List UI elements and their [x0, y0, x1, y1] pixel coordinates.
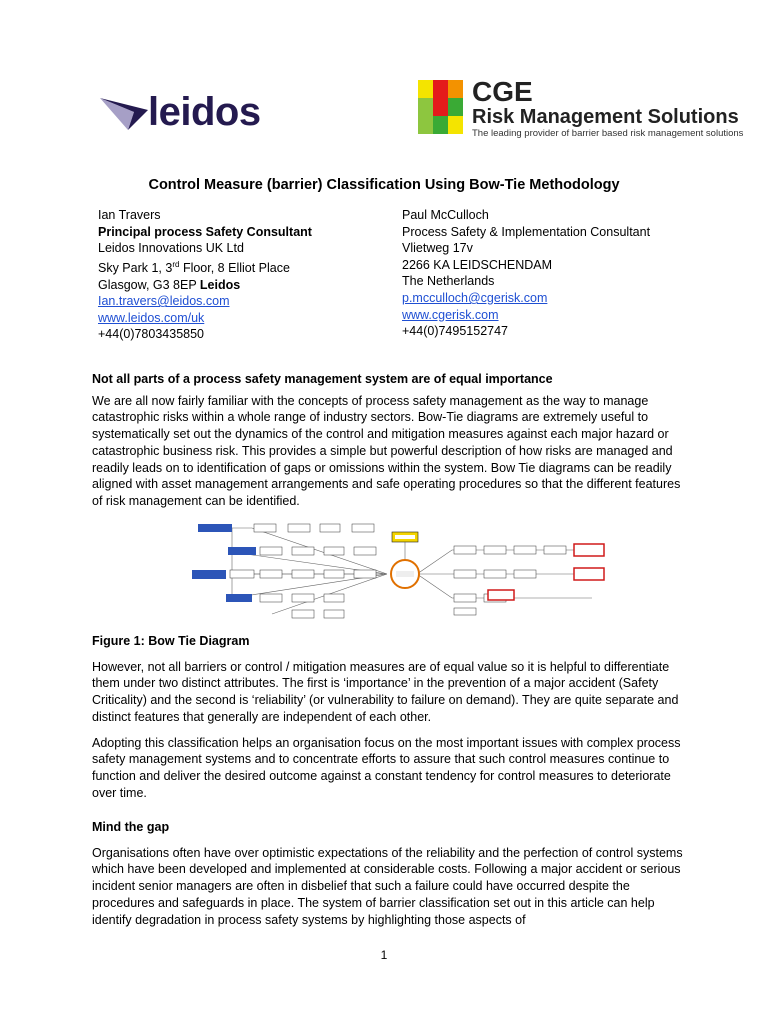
- contact-address1: Vlietweg 17v: [402, 241, 473, 256]
- leidos-wordmark: leidos: [148, 90, 261, 134]
- cge-grid-cell: [433, 80, 448, 98]
- email-link[interactable]: p.mcculloch@cgerisk.com: [402, 290, 548, 305]
- cge-grid-cell: [448, 80, 463, 98]
- paragraph: Organisations often have over optimistic expectations of the reliability and the perfection of control systems which have been developed and implemented at considerable costs. Following a major accident or serious incident senior managers are often in disbelief that such a failure could have occurred despite the procedures and safeguards in place. The system of barrier classification set out in this article can help identify degradation in process safety systems by highlighting those aspects of: [92, 845, 683, 927]
- figure-caption: Figure 1: Bow Tie Diagram: [92, 634, 250, 648]
- section-classification: [92, 633, 684, 801]
- section-mind-the-gap: [92, 819, 684, 928]
- cge-tagline: The leading provider of barrier based risk management solutions: [472, 128, 744, 139]
- cge-grid-cell: [433, 116, 448, 134]
- cge-subtitle: Risk Management Solutions: [472, 106, 739, 128]
- cge-grid-cell: [418, 116, 433, 134]
- web-link[interactable]: www.cgerisk.com: [402, 307, 499, 322]
- email-link[interactable]: Ian.travers@leidos.com: [98, 294, 230, 309]
- paragraph: Adopting this classification helps an organisation focus on the most important issues with complex process safety management systems and to concentrate efforts to assure that such control measures continue to function and deliver the desired outcome against a constant tendency for control measures to deteriorate over time.: [92, 735, 681, 800]
- cge-grid-cell: [433, 98, 448, 116]
- document-title: Control Measure (barrier) Classification Using Bow-Tie Methodology: [148, 177, 620, 193]
- contact-address1: Sky Park 1, 3rd Floor, 8 Elliot Place: [98, 259, 290, 275]
- contact-name: Ian Travers: [98, 208, 161, 222]
- paragraph: However, not all barriers or control / mitigation measures are of equal value so it is helpful to differentiate them under two distinct attributes. The first is ‘importance’ in the prevention of a major accident (Safety Criticality) and the second is ‘reliability’ (or vulnerability to failure on demand). They are quite separate and distinct features that generally are independent of each other.: [92, 659, 679, 724]
- section-heading: Mind the gap: [92, 820, 170, 834]
- page-number: 1: [380, 948, 388, 962]
- cge-grid-cell: [448, 98, 463, 116]
- contact-role: Process Safety & Implementation Consultant: [402, 224, 651, 239]
- paragraph: We are all now fairly familiar with the concepts of process safety management as the way to manage catastrophic risks within a whole range of industry sectors. Bow-Tie diagrams are extremely useful to systematically set out the dynamics of the control and mitigation measures against each major hazard or catastrophic business risk. This provides a simple but powerful description of how risks are managed and readily leads on to identification of gaps or omissions within the system. Bow Tie diagrams can be readily aligned with asset management arrangements and safe operating procedures so that the different features of risk management can be identified.: [92, 393, 681, 508]
- contact-name: Paul McCulloch: [402, 208, 489, 222]
- section-importance: [92, 371, 684, 510]
- contact-phone: +44(0)7495152747: [402, 324, 508, 339]
- contact-left: [98, 207, 312, 343]
- cge-grid-cell: [448, 116, 463, 134]
- cge-logo: [418, 76, 744, 140]
- contact-company: Leidos Innovations UK Ltd: [98, 241, 244, 256]
- cge-grid-cell: [418, 98, 433, 116]
- bow-tie-diagram: [192, 520, 608, 620]
- section-heading: Not all parts of a process safety management system are of equal importance: [92, 372, 553, 386]
- contact-address2: 2266 KA LEIDSCHENDAM: [402, 257, 553, 272]
- contact-phone: +44(0)7803435850: [98, 327, 204, 342]
- contact-address2: Glasgow, G3 8EP Leidos: [98, 277, 241, 292]
- contact-right: [402, 207, 650, 340]
- cge-color-grid-icon: [418, 80, 464, 134]
- contact-role: Principal process Safety Consultant: [98, 224, 312, 239]
- bow-tie-diagram-graphic: [192, 520, 608, 620]
- contact-country: The Netherlands: [402, 274, 495, 289]
- leidos-logo: [98, 88, 268, 134]
- cge-grid-cell: [418, 80, 433, 98]
- cge-title: CGE: [472, 76, 533, 107]
- leidos-swoosh-icon: [98, 94, 150, 134]
- web-link[interactable]: www.leidos.com/uk: [98, 310, 205, 325]
